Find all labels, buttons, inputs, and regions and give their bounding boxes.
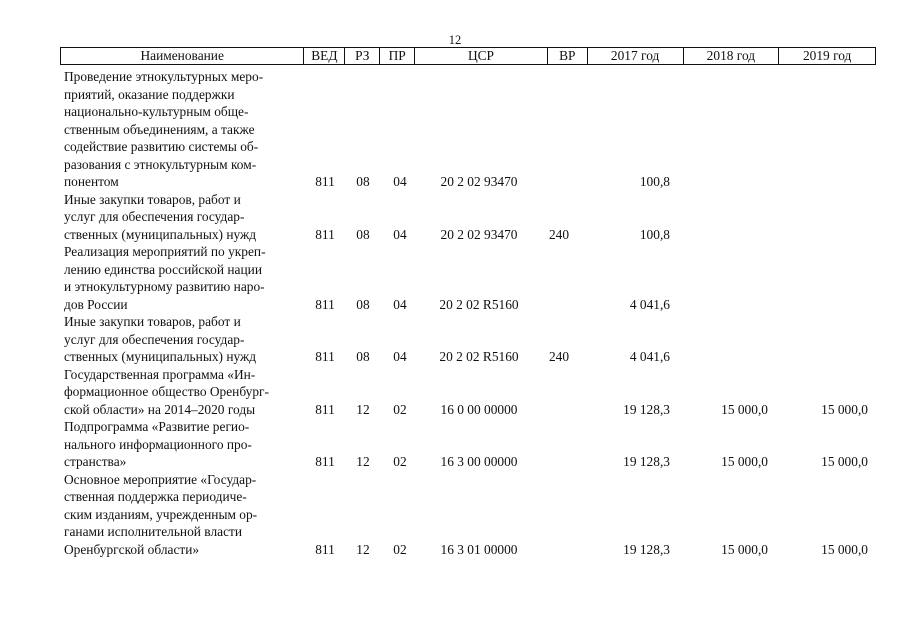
rz-cell: 08	[356, 226, 370, 242]
ved-cell: 811	[315, 401, 335, 417]
vr-cell: 240	[548, 349, 570, 364]
row-name-line: Основное мероприятие «Государ-	[64, 471, 257, 487]
ved-cell: 811	[315, 454, 335, 469]
amount-2019-cell: 15 000,0	[821, 454, 868, 469]
amount-2017-cell: 4 041,6	[629, 349, 670, 364]
header-2018: 2018 год	[684, 48, 780, 64]
csr-cell: 20 2 02 R5160	[439, 349, 519, 364]
row-name-line: Оренбургской области»	[64, 541, 200, 557]
csr-cell: 16 0 00 00000	[440, 401, 518, 417]
amount-2017-cell: 100,8	[639, 226, 670, 242]
csr-cell: 16 3 01 00000	[440, 541, 518, 557]
row-name-line: нального информационного про-	[64, 436, 252, 452]
row-name-line: ственных (муниципальных) нужд	[64, 226, 257, 242]
amount-2018-cell: 15 000,0	[721, 541, 768, 557]
table-header	[60, 47, 876, 65]
row-name	[64, 243, 314, 313]
row-name-line: услуг для обеспечения государ-	[64, 209, 245, 224]
row-name-line: Иные закупки товаров, работ и	[64, 191, 241, 207]
row-name-line: Иные закупки товаров, работ и	[64, 314, 241, 329]
csr-cell: 20 2 02 93470	[440, 174, 518, 189]
table-row	[0, 243, 905, 313]
row-name-line: дов России	[64, 296, 128, 312]
row-name-line: услуг для обеспечения государ-	[64, 331, 245, 347]
page-number: 12	[448, 33, 462, 47]
header-vr: ВР	[548, 48, 588, 64]
amount-2019-cell: 15 000,0	[821, 401, 868, 417]
pr-cell: 04	[393, 174, 407, 189]
header-ved: ВЕД	[304, 48, 345, 64]
ved-cell: 811	[315, 541, 335, 557]
ved-cell: 811	[315, 174, 335, 189]
header-pr: ПР	[380, 48, 415, 64]
ved-cell: 811	[315, 349, 335, 364]
ved-cell: 811	[315, 226, 335, 242]
header-csr: ЦСР	[415, 48, 548, 64]
row-name-line: ской области» на 2014–2020 годы	[64, 401, 256, 417]
table-row	[0, 313, 905, 366]
row-name-line: разования с этнокультурным ком-	[64, 156, 257, 172]
table-row	[0, 191, 905, 244]
row-name-line: ственным объединениям, а также	[64, 121, 255, 137]
pr-cell: 04	[393, 296, 407, 312]
row-name-line: понентом	[64, 174, 119, 189]
rz-cell: 12	[356, 401, 370, 417]
row-name-line: странства»	[64, 454, 127, 469]
pr-cell: 02	[393, 401, 407, 417]
row-name-line: приятий, оказание поддержки	[64, 86, 235, 102]
row-name-line: Подпрограмма «Развитие регио-	[64, 419, 250, 434]
amount-2018-cell: 15 000,0	[721, 454, 768, 469]
ved-cell: 811	[315, 296, 335, 312]
row-name-line: ганами исполнительной власти	[64, 524, 243, 539]
rz-cell: 08	[356, 296, 370, 312]
amount-2017-cell: 4 041,6	[629, 296, 670, 312]
amount-2017-cell: 19 128,3	[623, 541, 670, 557]
row-name	[64, 418, 314, 471]
row-name-line: и этнокультурному развитию наро-	[64, 279, 265, 294]
csr-cell: 20 2 02 93470	[440, 226, 518, 242]
rz-cell: 12	[356, 541, 370, 557]
amount-2018-cell: 15 000,0	[721, 401, 768, 417]
pr-cell: 02	[393, 541, 407, 557]
row-name-line: ственная поддержка периодиче-	[64, 489, 247, 504]
table-row	[0, 68, 905, 191]
csr-cell: 20 2 02 R5160	[439, 296, 519, 312]
row-name-line: лению единства российской нации	[64, 261, 262, 277]
table-body	[0, 68, 905, 558]
row-name-line: Государственная программа «Ин-	[64, 366, 256, 382]
pr-cell: 04	[393, 349, 407, 364]
row-name	[64, 68, 314, 191]
row-name	[64, 191, 314, 244]
row-name	[64, 471, 314, 559]
row-name-line: ственных (муниципальных) нужд	[64, 349, 257, 364]
header-rz: РЗ	[345, 48, 380, 64]
amount-2017-cell: 100,8	[639, 174, 670, 189]
row-name	[64, 313, 314, 366]
header-2017: 2017 год	[588, 48, 684, 64]
row-name-line: формационное общество Оренбург-	[64, 384, 269, 399]
row-name	[64, 366, 314, 419]
amount-2019-cell: 15 000,0	[821, 541, 868, 557]
header-name: Наименование	[61, 48, 304, 64]
amount-2017-cell: 19 128,3	[623, 454, 670, 469]
row-name-line: ским изданиям, учрежденным ор-	[64, 506, 258, 522]
table-row	[0, 418, 905, 471]
row-name-line: Проведение этнокультурных меро-	[64, 69, 264, 84]
pr-cell: 04	[393, 226, 407, 242]
pr-cell: 02	[393, 454, 407, 469]
rz-cell: 12	[356, 454, 370, 469]
rz-cell: 08	[356, 174, 370, 189]
csr-cell: 16 3 00 00000	[440, 454, 518, 469]
table-row	[0, 366, 905, 419]
table-row	[0, 471, 905, 559]
row-name-line: содействие развитию системы об-	[64, 139, 259, 154]
rz-cell: 08	[356, 349, 370, 364]
amount-2017-cell: 19 128,3	[623, 401, 670, 417]
row-name-line: национально-культурным обще-	[64, 104, 249, 119]
row-name-line: Реализация мероприятий по укреп-	[64, 244, 266, 259]
vr-cell: 240	[548, 226, 570, 242]
header-2019: 2019 год	[802, 48, 852, 63]
